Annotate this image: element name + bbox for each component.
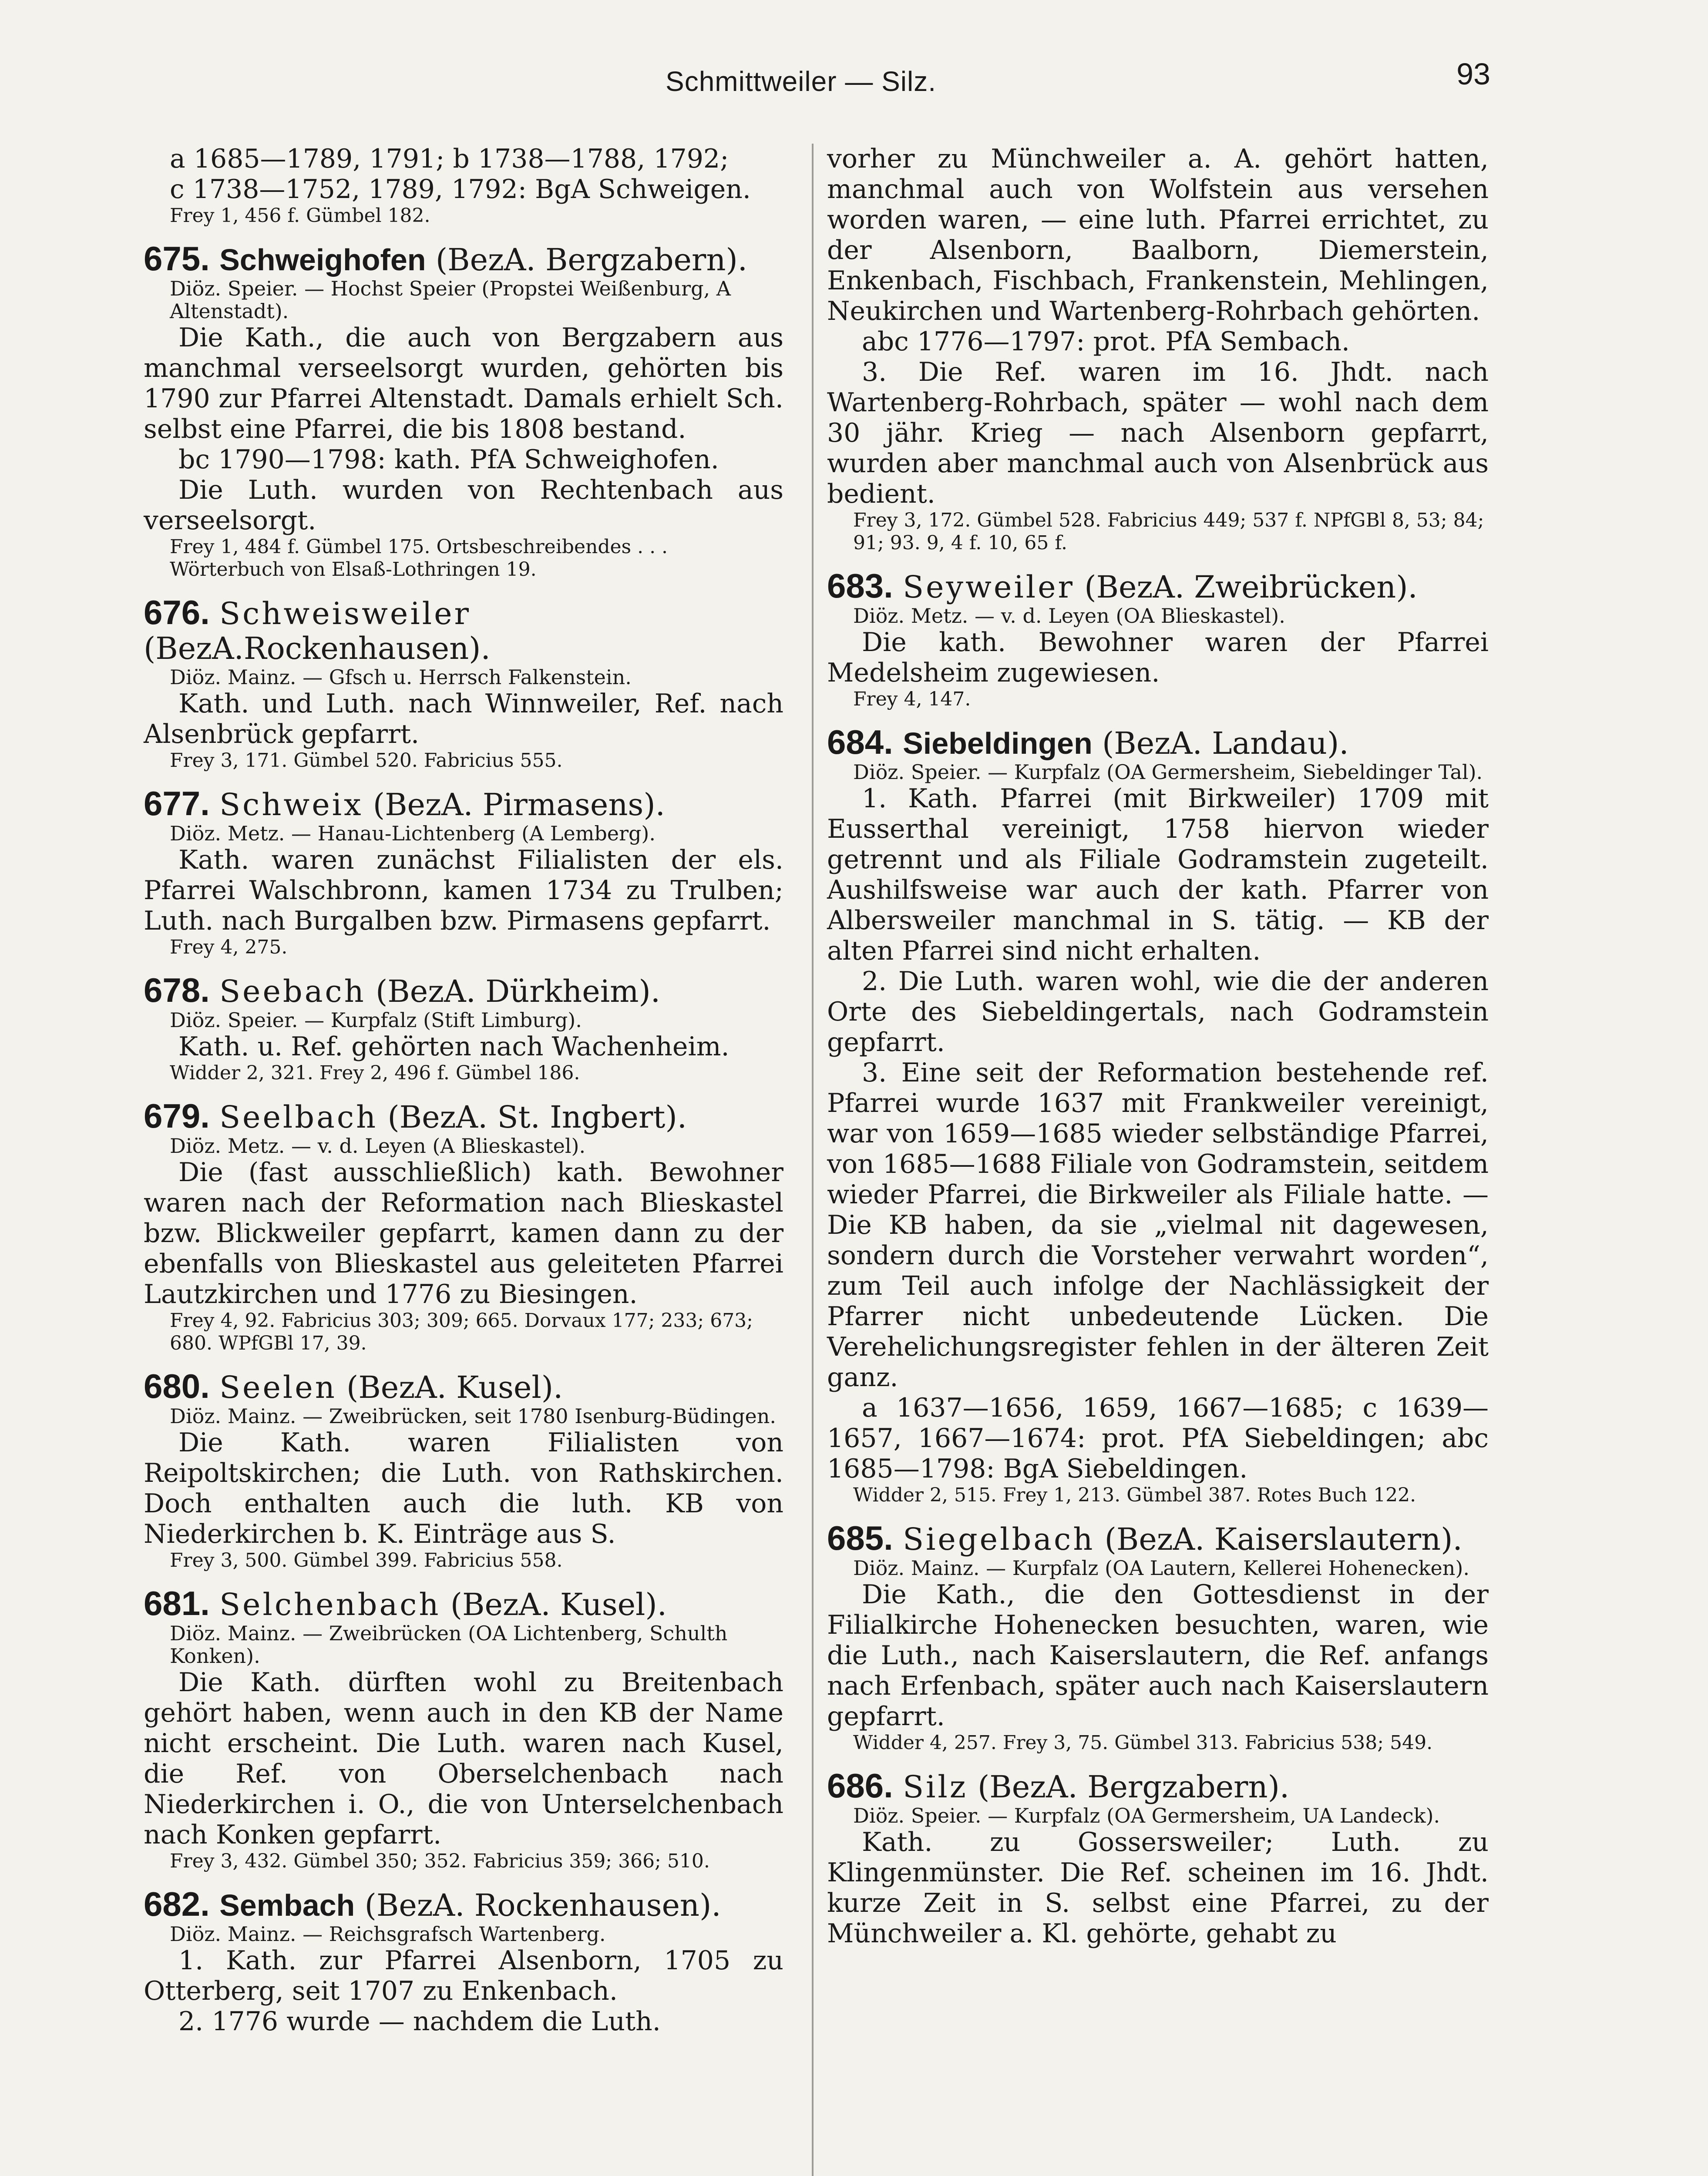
- entry-district: (BezA. Pirmasens).: [373, 787, 665, 823]
- diocese-line: Diöz. Speier. — Hochst Speier (Propstei Weißenburg, A Altenstadt).: [170, 277, 731, 323]
- entry-number: 685.: [827, 1519, 893, 1557]
- paragraph: abc 1776—1797: prot. PfA Sembach.: [862, 326, 1350, 357]
- reference-line: Frey 1, 456 f. Gümbel 182.: [170, 205, 430, 227]
- text-line: c 1738—1752, 1789, 1792: BgA Schweigen.: [170, 174, 751, 205]
- entry-district: (BezA. Kaiserslautern).: [1104, 1521, 1463, 1557]
- diocese-line: Diöz. Mainz. — Zweibrücken, seit 1780 Isenburg-Büdingen.: [170, 1404, 776, 1428]
- paragraph: 3. Eine seit der Reformation bestehende ref. Pfarrei wurde 1637 mit Frankweiler vereinigt, war von 1659—1685 wieder selbständige Pfarrei, von 1685—1688 Filiale von Godramstein, seitdem wieder Pfarrei, die Birkweiler als Filiale hatte. — Die KB haben, da sie „vielmal nit dagewesen, sondern durch die Vorsteher verwahrt worden“, zum Teil auch infolge der Nachlässigkeit der Pfarrer nicht unbedeutende Lücken. Die Verehelichungsregister fehlen in der älteren Zeit ganz.: [827, 1058, 1489, 1393]
- entry-district: (BezA.Rockenhausen).: [144, 631, 491, 666]
- entry-number: 679.: [144, 1097, 210, 1135]
- entry-681: [144, 1586, 783, 1873]
- reference-line: Frey 3, 171. Gümbel 520. Fabricius 555.: [170, 749, 563, 772]
- column-divider: [812, 144, 814, 2176]
- reference-line: Frey 1, 484 f. Gümbel 175. Ortsbeschreibendes . . . Wörterbuch von Elsaß-Lothringen 19.: [170, 536, 668, 581]
- entry-district: (BezA. Rockenhausen).: [364, 1887, 721, 1923]
- entry-district: (BezA. Bergzabern).: [977, 1769, 1290, 1805]
- entry-number: 678.: [144, 971, 210, 1009]
- entry-heading: [827, 568, 1489, 604]
- paragraph: Die Luth. wurden von Rechtenbach aus verseelsorgt.: [144, 475, 783, 536]
- entry-680: [144, 1369, 783, 1572]
- header-title: Schmittweiler — Silz.: [666, 66, 936, 97]
- entry-district: (BezA. Zweibrücken).: [1084, 569, 1418, 605]
- entry-district: (BezA. Bergzabern).: [435, 242, 748, 278]
- paragraph: Die Kath., die auch von Bergzabern aus manchmal verseelsorgt wurden, gehörten bis 1790 zur Pfarrei Altenstadt. Damals erhielt Sch. selbst eine Pfarrei, die bis 1808 bestand.: [144, 322, 783, 444]
- entry-heading: [144, 241, 783, 277]
- entry-place-name: Selchenbach: [219, 1587, 441, 1622]
- entry-number: 681.: [144, 1584, 210, 1622]
- paragraph: bc 1790—1798: kath. PfA Schweighofen.: [178, 444, 719, 475]
- reference-line: Frey 4, 92. Fabricius 303; 309; 665. Dorvaux 177; 233; 673; 680. WPfGBl 17, 39.: [170, 1310, 753, 1354]
- paragraph: a 1637—1656, 1659, 1667—1685; c 1639—1657, 1667—1674: prot. PfA Siebeldingen; abc 1685—1798: BgA Siebeldingen.: [827, 1393, 1489, 1484]
- entry-676: [144, 595, 783, 772]
- entry-heading: [827, 1521, 1489, 1557]
- entry-684: [827, 725, 1489, 1507]
- paragraph: Kath. zu Gossersweiler; Luth. zu Klingenmünster. Die Ref. scheinen im 16. Jhdt. kurze Zeit in S. selbst eine Pfarrei, zu der Münchweiler a. Kl. gehörte, gehabt zu: [827, 1827, 1489, 1949]
- reference-line: Widder 4, 257. Frey 3, 75. Gümbel 313. Fabricius 538; 549.: [853, 1732, 1433, 1754]
- entry-675: [144, 241, 783, 581]
- paragraph: Die (fast ausschließlich) kath. Bewohner waren nach der Reformation nach Blieskastel bzw. Blickweiler gepfarrt, kamen dann zu der ebenfalls von Blieskastel aus geleiteten Pfarrei Lautzkirchen und 1776 zu Biesingen.: [144, 1157, 783, 1310]
- diocese-line: Diöz. Mainz. — Kurpfalz (OA Lautern, Kellerei Hohenecken).: [853, 1556, 1469, 1580]
- entry-place-name: Seyweiler: [903, 569, 1075, 605]
- page-number: 93: [1456, 57, 1490, 91]
- diocese-line: Diöz. Metz. — v. d. Leyen (OA Blieskastel).: [853, 604, 1285, 628]
- entry-heading: [144, 786, 783, 822]
- paragraph: Die Kath. waren Filialisten von Reipoltskirchen; die Luth. von Rathskirchen. Doch enthalten auch die luth. KB von Niederkirchen b. K. Einträge aus S.: [144, 1427, 783, 1549]
- paragraph: Kath. und Luth. nach Winnweiler, Ref. nach Alsenbrück gepfarrt.: [144, 688, 783, 749]
- entry-heading: [144, 595, 783, 666]
- paragraph: Die kath. Bewohner waren der Pfarrei Medelsheim zugewiesen.: [827, 627, 1489, 688]
- entry-heading: [827, 725, 1489, 761]
- entry-district: (BezA. Kusel).: [450, 1587, 667, 1622]
- entry-heading: [827, 1768, 1489, 1804]
- entry-number: 683.: [827, 567, 893, 605]
- reference-line: Widder 2, 515. Frey 1, 213. Gümbel 387. Rotes Buch 122.: [853, 1484, 1416, 1506]
- entry-place-name: Silz: [903, 1769, 968, 1805]
- reference-line: Frey 3, 172. Gümbel 528. Fabricius 449; 537 f. NPfGBl 8, 53; 84; 91; 93. 9, 4 f. 10, 65 f.: [853, 509, 1484, 554]
- entry-number: 682.: [144, 1885, 210, 1923]
- paragraph: Die Kath., die den Gottesdienst in der Filialkirche Hohenecken besuchten, waren, wie die Luth., nach Kaiserslautern, die Ref. anfangs nach Erfenbach, später auch nach Kaiserslautern gepfarrt.: [827, 1579, 1489, 1732]
- entry-place-name: Siegelbach: [903, 1521, 1095, 1557]
- entry-heading: [144, 973, 783, 1009]
- entry-679: [144, 1098, 783, 1355]
- paragraph: Kath. waren zunächst Filialisten der els. Pfarrei Walschbronn, kamen 1734 zu Trulben; Luth. nach Burgalben bzw. Pirmasens gepfarrt.: [144, 845, 783, 936]
- entry-place-name: Siebeldingen: [903, 726, 1093, 760]
- reference-line: Frey 4, 147.: [853, 688, 971, 710]
- paragraph: 1. Kath. Pfarrei (mit Birkweiler) 1709 mit Eusserthal vereinigt, 1758 hiervon wieder getrennt und als Filiale Godramstein zugeteilt. Aushilfsweise war auch der kath. Pfarrer von Albersweiler manchmal in S. tätig. — KB der alten Pfarrei sind nicht erhalten.: [827, 783, 1489, 966]
- entry-683: [827, 568, 1489, 711]
- reference-line: Frey 3, 432. Gümbel 350; 352. Fabricius 359; 366; 510.: [170, 1850, 710, 1872]
- entry-number: 680.: [144, 1367, 210, 1405]
- entry-number: 686.: [827, 1766, 893, 1805]
- diocese-line: Diöz. Metz. — Hanau-Lichtenberg (A Lemberg).: [170, 822, 656, 845]
- reference-line: Frey 3, 500. Gümbel 399. Fabricius 558.: [170, 1549, 563, 1572]
- entry-number: 675.: [144, 239, 210, 278]
- running-header: [0, 57, 1708, 118]
- left-column: [144, 144, 783, 2051]
- entry-heading: [144, 1098, 783, 1135]
- paragraph: vorher zu Münchweiler a. A. gehört hatten, manchmal auch von Wolfstein aus versehen worden waren, — eine luth. Pfarrei errichtet, zu der Alsenborn, Baalborn, Diemerstein, Enkenbach, Fischbach, Frankenstein, Mehlingen, Neukirchen und Wartenberg-Rohrbach gehörten.: [827, 144, 1489, 326]
- paragraph: 2. 1776 wurde — nachdem die Luth.: [178, 2006, 661, 2037]
- diocese-line: Diöz. Mainz. — Reichsgrafsch Wartenberg.: [170, 1922, 606, 1946]
- text-line: a 1685—1789, 1791; b 1738—1788, 1792;: [170, 144, 729, 174]
- diocese-line: Diöz. Speier. — Kurpfalz (Stift Limburg).: [170, 1008, 582, 1032]
- entry-number: 677.: [144, 784, 210, 823]
- entry-place-name: Schweighofen: [219, 243, 426, 277]
- diocese-line: Diöz. Metz. — v. d. Leyen (A Blieskastel).: [170, 1134, 586, 1158]
- entry-district: (BezA. Dürkheim).: [375, 974, 661, 1009]
- right-column: [827, 144, 1489, 1963]
- entry-place-name: Seebach: [219, 974, 366, 1009]
- paragraph: 3. Die Ref. waren im 16. Jhdt. nach Wartenberg-Rohrbach, später — wohl nach dem 30 jähr. Krieg — nach Alsenborn gepfarrt, wurden aber manchmal auch von Alsenbrück aus bedient.: [827, 357, 1489, 509]
- diocese-line: Diöz. Mainz. — Zweibrücken (OA Lichtenberg, Schulth Konken).: [170, 1622, 728, 1668]
- entry-continuation-right: [827, 144, 1489, 554]
- entry-number: 676.: [144, 593, 210, 631]
- entry-district: (BezA. St. Ingbert).: [387, 1099, 687, 1135]
- diocese-line: Diöz. Mainz. — Gfsch u. Herrsch Falkenstein.: [170, 665, 632, 689]
- entry-682: [144, 1887, 783, 2037]
- entry-685: [827, 1521, 1489, 1754]
- paragraph: 2. Die Luth. waren wohl, wie die der anderen Orte des Siebeldingertals, nach Godramstein gepfarrt.: [827, 966, 1489, 1058]
- entry-place-name: Seelen: [219, 1370, 337, 1405]
- entry-place-name: Seelbach: [219, 1099, 378, 1135]
- entry-place-name: Schweisweiler: [219, 596, 471, 631]
- diocese-line: Diöz. Speier. — Kurpfalz (OA Germersheim, Siebeldinger Tal).: [853, 760, 1483, 784]
- entry-place-name: Schweix: [219, 787, 363, 823]
- entry-686: [827, 1768, 1489, 1949]
- entry-district: (BezA. Kusel).: [346, 1370, 563, 1405]
- paragraph: Kath. u. Ref. gehörten nach Wachenheim.: [178, 1031, 730, 1062]
- entry-district: (BezA. Landau).: [1102, 725, 1349, 761]
- paragraph: 1. Kath. zur Pfarrei Alsenborn, 1705 zu Otterberg, seit 1707 zu Enkenbach.: [144, 1945, 783, 2006]
- diocese-line: Diöz. Speier. — Kurpfalz (OA Germersheim, UA Landeck).: [853, 1804, 1440, 1827]
- entry-677: [144, 786, 783, 959]
- paragraph: Die Kath. dürften wohl zu Breitenbach gehört haben, wenn auch in den KB der Name nicht erscheint. Die Luth. waren nach Kusel, die Ref. von Oberselchenbach nach Niederkirchen i. O., die von Unterselchenbach nach Konken gepfarrt.: [144, 1667, 783, 1850]
- entry-heading: [144, 1369, 783, 1405]
- reference-line: Widder 2, 321. Frey 2, 496 f. Gümbel 186.: [170, 1062, 580, 1084]
- entry-number: 684.: [827, 723, 893, 761]
- entry-place-name: Sembach: [219, 1888, 355, 1922]
- entry-continuation-left: [144, 144, 783, 227]
- reference-line: Frey 4, 275.: [170, 936, 288, 958]
- entry-heading: [144, 1887, 783, 1923]
- entry-678: [144, 973, 783, 1085]
- entry-heading: [144, 1586, 783, 1622]
